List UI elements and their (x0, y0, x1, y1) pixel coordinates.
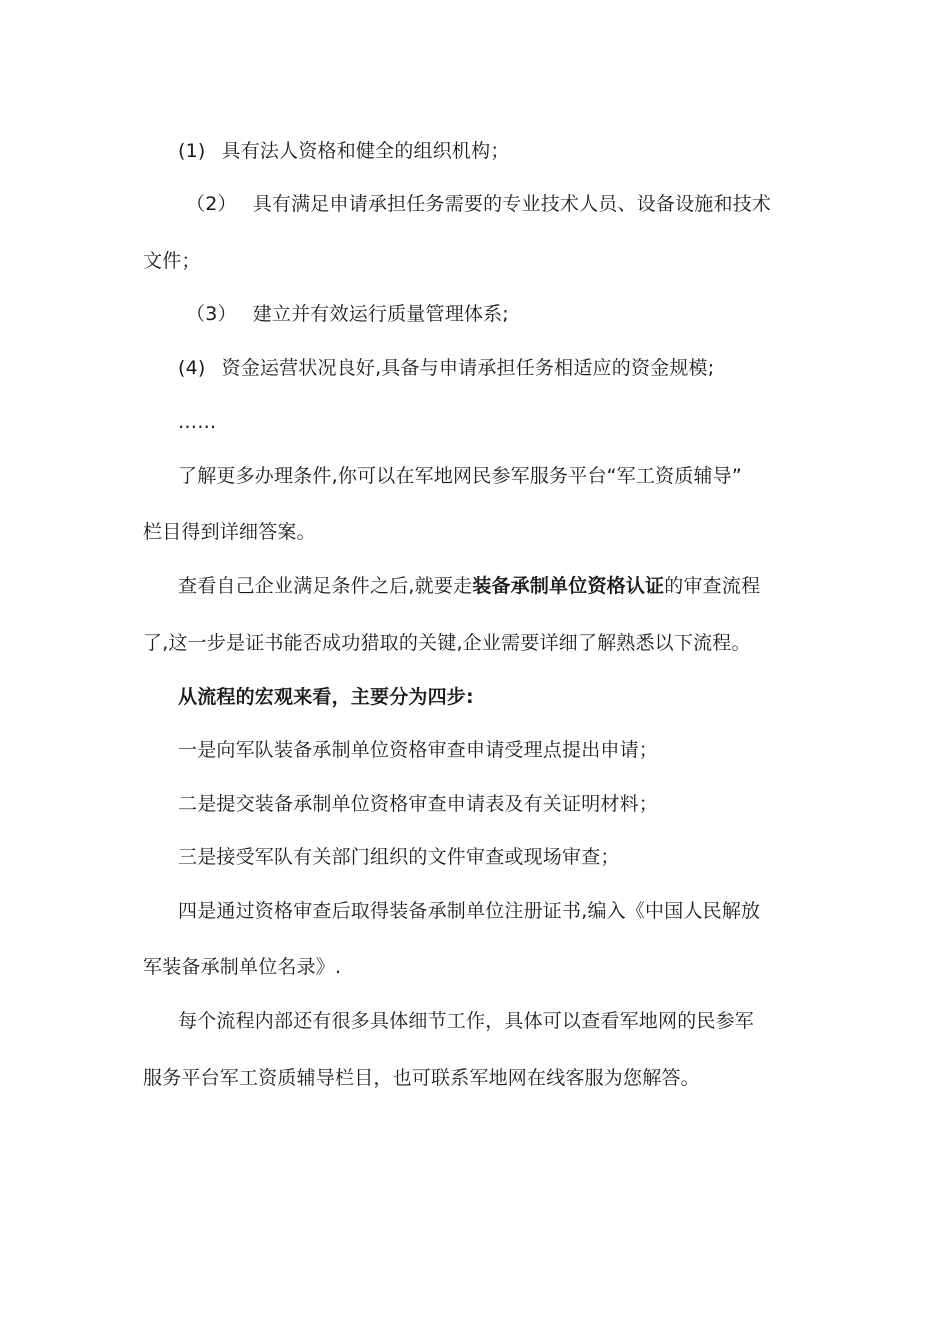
step-3: 三是接受军队有关部门组织的文件审查或现场审查； (178, 846, 620, 868)
paragraph-1-line-1: 了解更多办理条件,你可以在军地网民参军服务平台“军工资质辅导” (178, 465, 742, 487)
list-item-4 (178, 355, 714, 381)
list-item-number: (4) (178, 357, 206, 379)
list-item-text: 资金运营状况良好,具备与申请承担任务相适应的资金规模; (221, 357, 715, 379)
list-item-number: （2） (186, 193, 237, 215)
list-item-3 (186, 301, 509, 327)
emphasis-text: 装备承制单位资格认证 (472, 575, 665, 597)
list-item-2 (186, 191, 771, 217)
list-item-1 (178, 138, 510, 164)
paragraph-text: 查看自己企业满足条件之后,就要走 (178, 575, 473, 597)
ellipsis: …… (178, 411, 217, 433)
section-heading: 从流程的宏观来看，主要分为四步: (178, 686, 474, 708)
step-1: 一是向军队装备承制单位资格审查申请受理点提出申请； (178, 739, 659, 761)
paragraph-3-line-1: 每个流程内部还有很多具体细节工作，具体可以查看军地网的民参军 (178, 1010, 755, 1032)
step-4-line-1: 四是通过资格审查后取得装备承制单位注册证书,编入《中国人民解放 (178, 900, 761, 922)
list-item-text: 建立并有效运行质量管理体系; (252, 303, 509, 325)
paragraph-2-line-2: 了,这一步是证书能否成功猎取的关键,企业需要详细了解熟悉以下流程。 (143, 632, 751, 654)
list-item-number: (1) (178, 140, 206, 162)
list-item-text: 具有满足申请承担任务需要的专业技术人员、设备设施和技术 (252, 193, 772, 215)
list-item-text: 具有法人资格和健全的组织机构； (221, 140, 510, 162)
step-4-line-2: 军装备承制单位名录》. (143, 956, 342, 978)
paragraph-1-line-2: 栏目得到详细答案。 (143, 521, 316, 543)
paragraph-text: 的审查流程 (664, 575, 761, 597)
list-item-number: （3） (186, 303, 237, 325)
paragraph-3-line-2: 服务平台军工资质辅导栏目，也可联系军地网在线客服为您解答。 (143, 1067, 700, 1089)
step-2: 二是提交装备承制单位资格审查申请表及有关证明材料； (178, 793, 659, 815)
list-item-text: 文件； (143, 250, 201, 272)
list-item-2-continuation (143, 248, 201, 274)
paragraph-2-line-1 (178, 573, 760, 599)
